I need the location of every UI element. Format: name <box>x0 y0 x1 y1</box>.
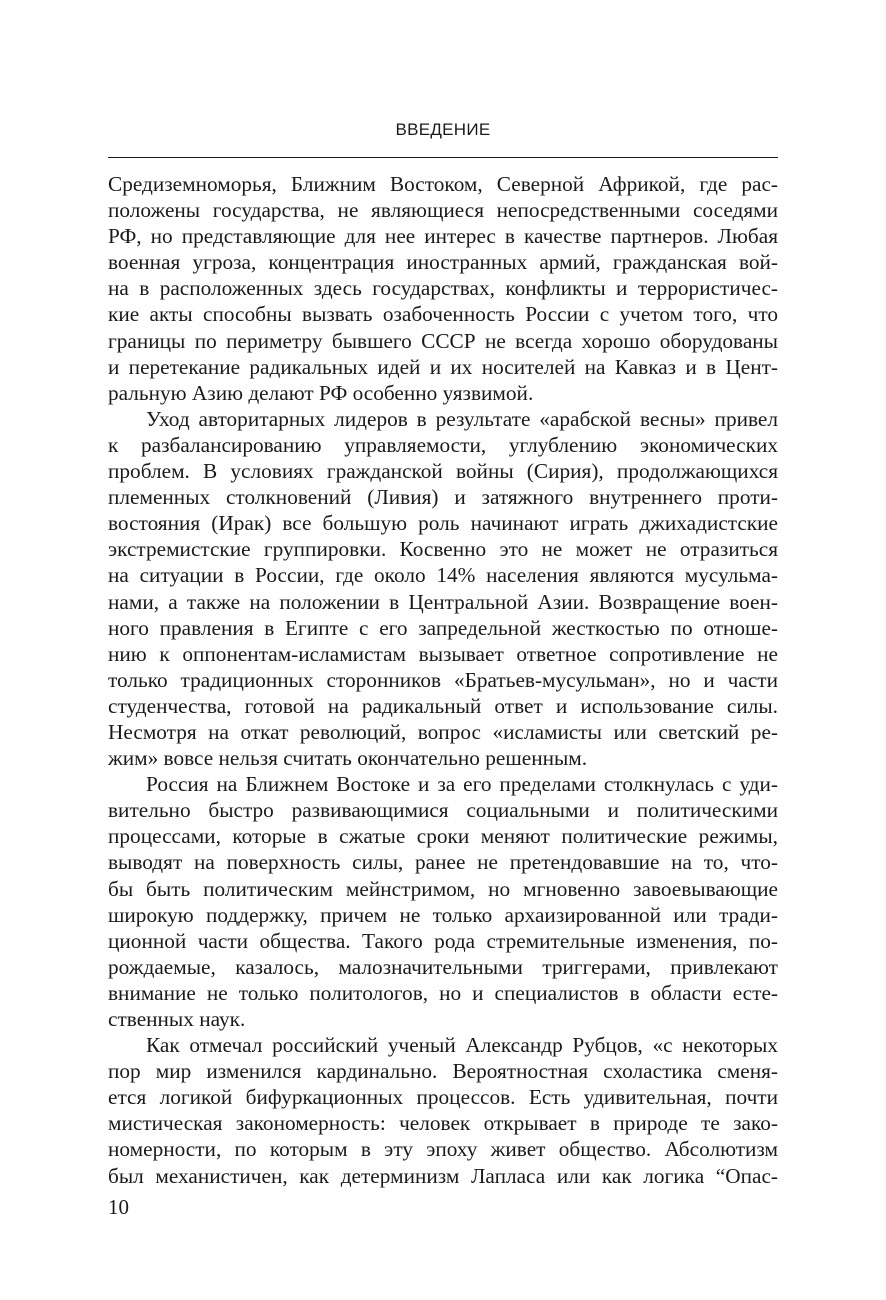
text-line: и перетекание радикальных идей и их носителей на Кавказ и в Цент- <box>108 354 778 379</box>
paragraph-3 <box>108 771 778 1032</box>
text-line: востояния (Ирак) все большую роль начинают играть джихадистские <box>108 511 778 536</box>
text-line: жим» вовсе нельзя считать окончательно решенным. <box>108 746 588 771</box>
text-line: Уход авторитарных лидеров в результате «арабской весны» привел <box>146 406 778 431</box>
text-line: РФ, но представляющие для нее интерес в качестве партнеров. Любая <box>108 224 778 249</box>
text-line: Средиземноморья, Ближним Востоком, Северной Африкой, где рас- <box>108 172 778 196</box>
paragraph-1 <box>108 171 778 406</box>
text-line: проблем. В условиях гражданской войны (Сирия), продолжающихся <box>108 459 778 484</box>
text-line: вительно быстро развивающимися социальными и политическими <box>108 798 778 823</box>
text-line: к разбалансированию управляемости, углублению экономических <box>108 432 778 457</box>
text-line: бы быть политическим мейнстримом, но мгновенно завоевывающие <box>108 876 778 901</box>
running-header: ВВЕДЕНИЕ <box>395 120 491 139</box>
text-line: границы по периметру бывшего СССР не всегда хорошо оборудованы <box>108 328 778 353</box>
text-line: пор мир изменился кардинально. Вероятностная схоластика сменя- <box>108 1059 778 1084</box>
text-line: положены государства, не являющиеся непосредственными соседями <box>108 198 778 223</box>
text-line: рождаемые, казалось, малозначительными триггерами, привлекают <box>108 954 778 979</box>
text-line: процессами, которые в сжатые сроки меняют политические режимы, <box>108 824 778 849</box>
text-line: студенчества, готовой на радикальный ответ и использование силы. <box>108 693 778 718</box>
text-line: внимание не только политологов, но и специалистов в области есте- <box>108 980 778 1005</box>
page-number: 10 <box>108 1195 129 1219</box>
text-line: широкую поддержку, причем не только архаизированной или тради- <box>108 902 778 927</box>
text-line: военная угроза, концентрация иностранных армий, гражданская вой- <box>108 250 778 275</box>
text-line: нами, а также на положении в Центральной Азии. Возвращение воен- <box>108 589 778 614</box>
text-line: нию к оппонентам-исламистам вызывает ответное сопротивление не <box>108 641 778 666</box>
text-line: был механистичен, как детерминизм Лапласа или как логика “Опас- <box>108 1163 778 1188</box>
text-line: только традиционных сторонников «Братьев-мусульман», но и части <box>108 667 778 692</box>
text-line: Как отмечал российский ученый Александр Рубцов, «с некоторых <box>146 1033 778 1058</box>
text-line: кие акты способны вызвать озабоченность России с учетом того, что <box>108 302 778 327</box>
text-line: ционной части общества. Такого рода стремительные изменения, по- <box>108 928 778 953</box>
header-rule <box>108 157 778 158</box>
text-line: на ситуации в России, где около 14% населения являются мусульма- <box>108 563 778 588</box>
text-line: экстремистские группировки. Косвенно это не может не отразиться <box>108 537 778 562</box>
text-line: ного правления в Египте с его запредельной жесткостью по отноше- <box>108 615 778 640</box>
text-line: номерности, по которым в эту эпоху живет общество. Абсолютизм <box>108 1137 778 1162</box>
text-line: племенных столкновений (Ливия) и затяжного внутреннего проти- <box>108 485 778 510</box>
text-line: ется логикой бифуркационных процессов. Есть удивительная, почти <box>108 1085 778 1110</box>
text-line: ственных наук. <box>108 1007 246 1031</box>
body-text <box>108 171 778 1189</box>
text-line: на в расположенных здесь государствах, конфликты и террористичес- <box>108 276 778 301</box>
paragraph-2 <box>108 406 778 771</box>
text-line: Россия на Ближнем Востоке и за его пределами столкнулась с уди- <box>146 772 778 797</box>
text-line: мистическая закономерность: человек открывает в природе те зако- <box>108 1111 778 1136</box>
text-line: Несмотря на откат революций, вопрос «исламисты или светский ре- <box>108 719 778 744</box>
text-line: ральную Азию делают РФ особенно уязвимой. <box>108 380 534 405</box>
text-line: выводят на поверхность силы, ранее не претендовавшие на то, что- <box>108 850 778 875</box>
paragraph-4 <box>108 1032 778 1189</box>
